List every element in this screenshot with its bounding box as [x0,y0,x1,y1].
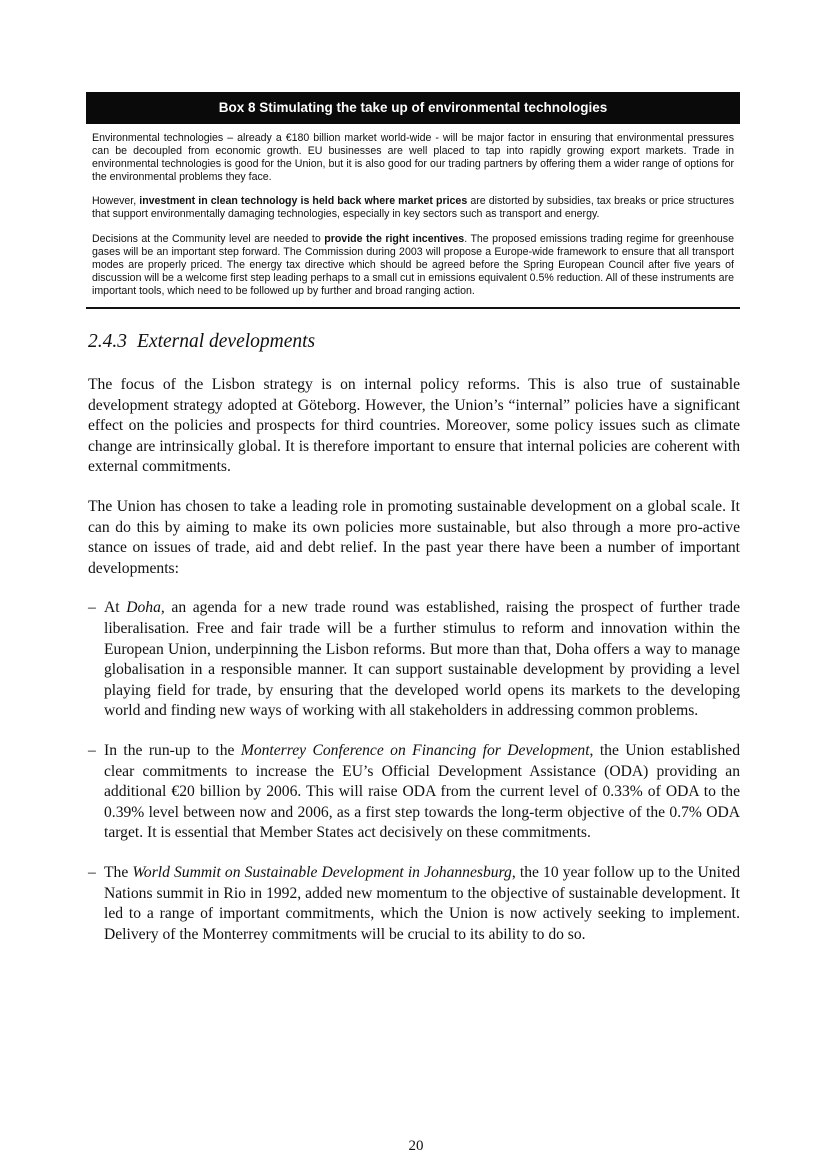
box-title: Box 8 Stimulating the take up of environmental technologies [86,92,740,124]
section-heading [88,331,740,361]
emphasis: World Summit on Sustainable Development in Johannesburg [132,863,512,881]
section-title: External developments [137,331,316,353]
dash-bullet: – [88,863,96,881]
page-number: 20 [408,1138,424,1154]
list-item: – At Doha, an agenda for a new trade round was established, raising the prospect of further trade liberalisation. Free and fair trade will be a further stimulus to reform and innovation within the European Union, underpinning the Lisbon reforms. But more than that, Doha offers a way to manage globalisation in a responsible manner. It can support sustainable development by providing a level playing field for trade, by ensuring that the developed world opens its markets to the developing world and finding new ways of working with all stakeholders in addressing common problems. [88,599,740,720]
info-box [86,92,740,309]
emphasis: Monterrey Conference on Financing for Development [240,741,590,759]
document-page [86,92,740,964]
dash-list [88,598,740,945]
paragraph: The Union has chosen to take a leading role in promoting sustainable development on a global scale. It can do this by aiming to make its own policies more sustainable, but also through a more pro-active stance on issues of trade, aid and debt relief. In the past year there have been a number of important developments: [88,498,740,577]
dash-bullet: – [88,741,96,759]
box-paragraph: Decisions at the Community level are needed to provide the right incentives. The proposed emissions trading regime for greenhouse gases will be an important step forward. The Commission during 2003 will propose a Europe-wide framework to ensure that all transport modes are properly priced. The energy tax directive which should be agreed before the Spring European Council after five years of discussion will be a welcome first step leading perhaps to a small cut in emissions equivalent 0.5% reduction. All of these instruments are important tools, which need to be followed up by further and broad ranging action. [92,232,734,297]
emphasis: Doha [126,599,161,617]
box-body [86,124,740,309]
paragraph: The focus of the Lisbon strategy is on internal policy reforms. This is also true of sustainable development strategy adopted at Göteborg. However, the Union’s “internal” policies have a significant effect on the policies and prospects for third countries. Moreover, some policy issues such as climate change are intrinsically global. It is therefore important to ensure that internal policies are coherent with external commitments. [88,376,740,476]
bold-phrase: investment in clean technology is held back where market prices [139,195,468,208]
bold-phrase: provide the right incentives [324,232,465,245]
list-item: – In the run-up to the Monterrey Conference on Financing for Development, the Union established clear commitments to increase the EU’s Official Development Assistance (ODA) providing an additional €20 billion by 2006. This will raise ODA from the current level of 0.33% of ODA to the 0.39% level between now and 2006, as a first step towards the long-term objective of the 0.7% ODA target. It is essential that Member States act decisively on these commitments. [88,741,740,842]
dash-bullet: – [88,599,96,617]
body-text [88,375,740,945]
box-paragraph: Environmental technologies – already a €180 billion market world-wide - will be major factor in ensuring that environmental pressures can be decoupled from economic growth. EU businesses are well placed to tap into rapidly growing export markets. Trade in environmental technologies is good for the Union, but it is also good for our trading partners by offering them a wider range of options for the environmental problems they face. [92,132,734,184]
box-paragraph: However, investment in clean technology is held back where market prices are distorted by subsidies, tax breaks or price structures that support environmentally damaging technologies, especially in key sectors such as transport and energy. [92,195,734,221]
list-item: – The World Summit on Sustainable Development in Johannesburg, the 10 year follow up to the United Nations summit in Rio in 1992, added new momentum to the objective of sustainable development. It led to a range of important commitments, which the Union is now actively seeking to implement. Delivery of the Monterrey commitments will be crucial to its ability to do so. [88,863,740,943]
section-number: 2.4.3 [88,331,127,353]
